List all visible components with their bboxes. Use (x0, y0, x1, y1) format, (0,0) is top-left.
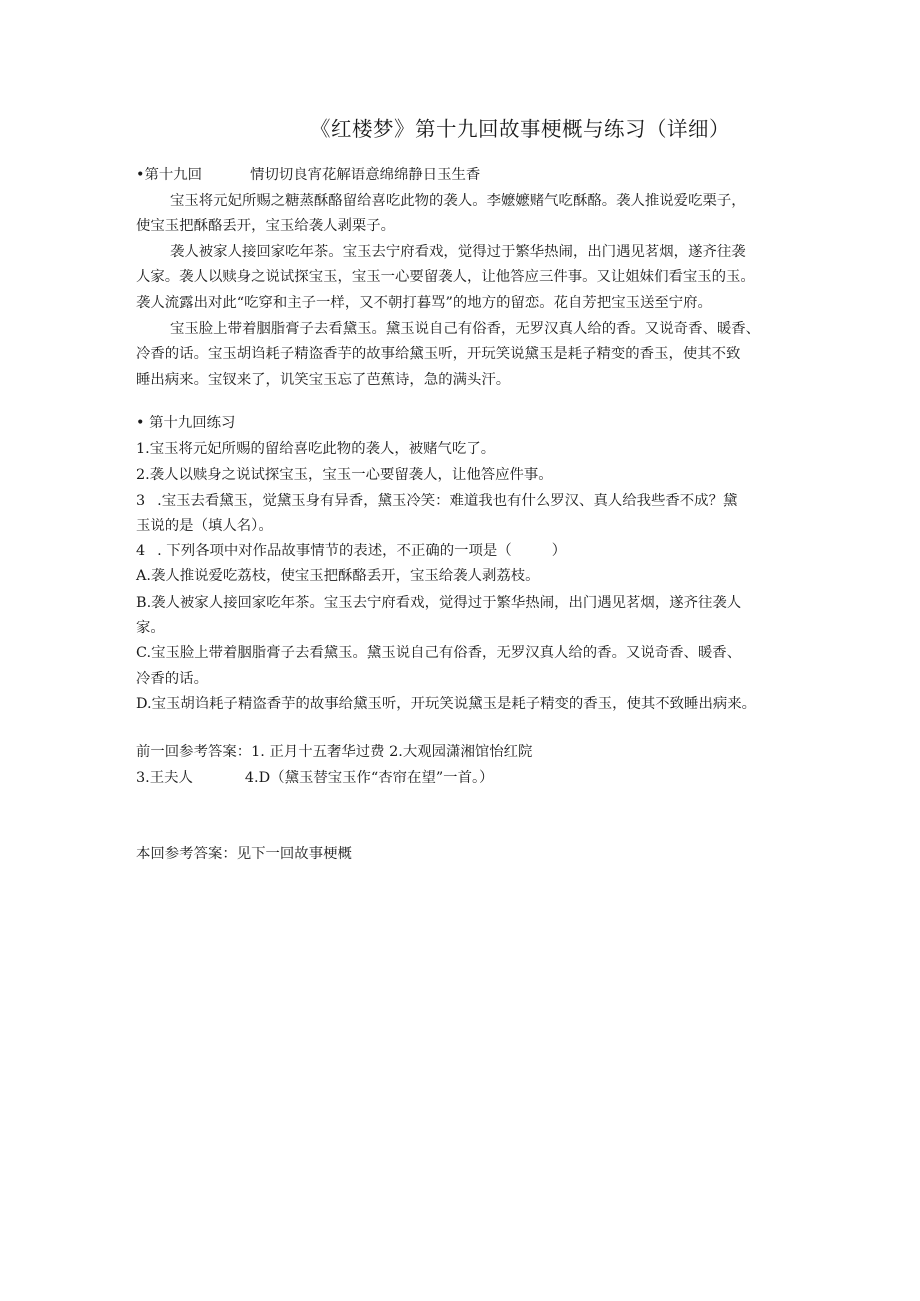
summary-line: 人家。袭人以赎身之说试探宝玉，宝玉一心要留袭人，让他答应三件事。又让姐妹们看宝玉的玉。 (136, 269, 755, 285)
previous-answers (136, 739, 796, 765)
question-3-continued: 玉说的是（填人名）。 (136, 518, 273, 534)
summary-line: 袭人流露出对此“吃穿和主子一样，又不朝打暮骂”的地方的留恋。花自芳把宝玉送至宁府。 (136, 295, 712, 311)
chapter-label: •第十九回 (136, 167, 203, 183)
question-4-close: ） (551, 543, 567, 559)
previous-answer-4: 4.D（黛玉替宝玉作“杏帘在望”一首。） (244, 770, 494, 786)
option-c: C.宝玉脸上带着胭脂膏子去看黛玉。黛玉说自己有俗香，无罗汉真人给的香。又说奇香、暖香、 (136, 645, 742, 661)
option-b: B.袭人被家人接回家吃年茶。宝玉去宁府看戏，觉得过于繁华热闹，出门遇见茗烟，遂齐往袭人 (136, 595, 742, 611)
option-a: A.袭人推说爱吃荔枝，使宝玉把酥酪丢开，宝玉给袭人剥荔枝。 (136, 568, 540, 584)
question-2: 2.袭人以赎身之说试探宝玉，宝玉一心要留袭人，让他答应件事。 (136, 467, 553, 483)
previous-answer-3: 3.王夫人 (136, 770, 193, 786)
chapter-heading (136, 162, 796, 188)
option-b-continued: 家。 (136, 620, 165, 636)
previous-answers-continued (136, 765, 796, 791)
question-3 (136, 488, 796, 514)
option-c-continued: 冷香的话。 (136, 671, 208, 687)
document-title: 《红楼梦》第十九回故事梗概与练习（详细） (310, 117, 730, 141)
summary-line: 冷香的话。宝玉胡诌耗子精盗香芋的故事给黛玉听，开玩笑说黛玉是耗子精变的香玉，使其不致 (136, 346, 741, 362)
summary-line: 宝玉脸上带着胭脂膏子去看黛玉。黛玉说自己有俗香，无罗汉真人给的香。又说奇香、暖香、 (170, 321, 761, 337)
previous-answers-label: 前一回参考答案： (136, 744, 252, 760)
option-d: D.宝玉胡诌耗子精盗香芋的故事给黛玉听，开玩笑说黛玉是耗子精变的香玉，使其不致睡出病来。 (136, 696, 757, 712)
question-1: 1.宝玉将元妃所赐的留给喜吃此物的袭人，被赌气吃了。 (136, 441, 496, 457)
question-4 (136, 538, 796, 564)
chapter-title: 情切切良宵花解语意绵绵静日玉生香 (250, 167, 481, 183)
question-4-number: 4 (136, 543, 146, 559)
summary-line: 袭人被家人接回家吃年茶。宝玉去宁府看戏，觉得过于繁华热闹，出门遇见茗烟，遂齐往袭 (170, 244, 746, 260)
question-4-stem: . 下列各项中对作品故事情节的表述，不正确的一项是（ (157, 543, 512, 559)
question-3-text: .宝玉去看黛玉，觉黛玉身有异香，黛玉冷笑：难道我也有什么罗汉、真人给我些香不成？黛 (157, 493, 738, 509)
question-3-number: 3 (136, 493, 146, 509)
summary-line: 使宝玉把酥酪丢开，宝玉给袭人剥栗子。 (136, 218, 396, 234)
previous-answers-line: 1. 正月十五奢华过费 2.大观园潇湘馆怡红院 (251, 744, 533, 760)
summary-line: 宝玉将元妃所赐之糖蒸酥酪留给喜吃此物的袭人。李嬷嬷赌气吃酥酪。袭人推说爱吃栗子， (170, 193, 746, 209)
exercise-heading: • 第十九回练习 (136, 415, 236, 431)
this-chapter-answers: 本回参考答案：见下一回故事梗概 (136, 846, 352, 862)
summary-line: 睡出病来。宝钗来了，讥笑宝玉忘了芭蕉诗，急的满头汗。 (136, 372, 511, 388)
